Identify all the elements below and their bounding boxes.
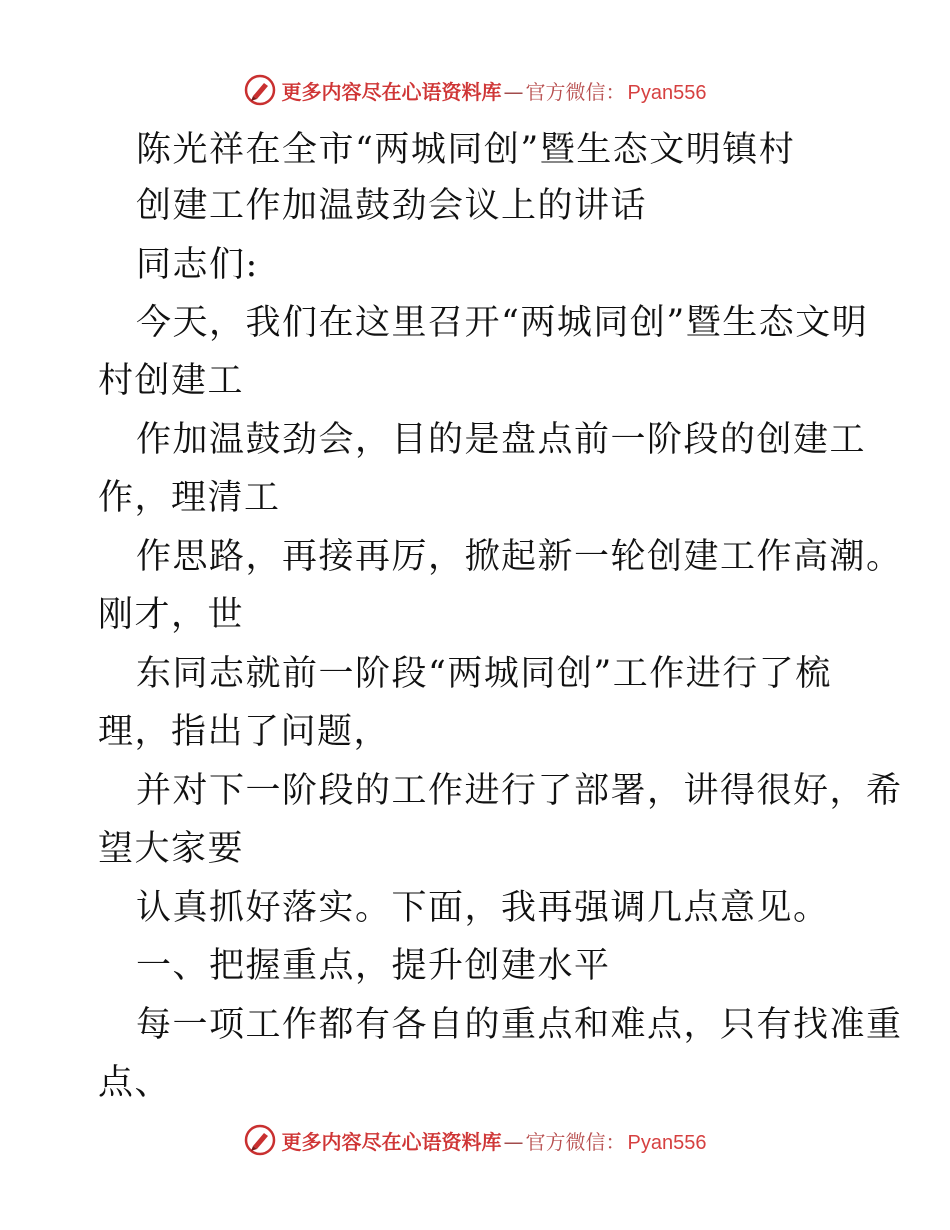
paragraph-line: 并对下一阶段的工作进行了部署，讲得很好，希: [136, 771, 903, 811]
banner-sub-text: 官方微信：: [525, 79, 626, 104]
footer-watermark-banner: [0, 1120, 950, 1160]
banner-wechat-id: Pyan556: [627, 81, 707, 104]
title-line-2: 创建工作加温鼓劲会议上的讲话: [136, 186, 648, 226]
header-watermark-banner: [0, 70, 950, 110]
title-line-1: 陈光祥在全市“两城同创”暨生态文明镇村: [136, 130, 796, 170]
banner-text: [282, 76, 707, 105]
paragraph-line: 每一项工作都有各自的重点和难点，只有找准重: [136, 1005, 903, 1045]
section-heading: 一、把握重点，提升创建水平: [136, 946, 611, 986]
banner-main-text: 更多内容尽在心语资料库: [281, 79, 502, 104]
banner-dash: —: [503, 1129, 524, 1154]
paragraph-line: 理，指出了问题，: [98, 712, 391, 752]
paragraph-line: 东同志就前一阶段“两城同创”工作进行了梳: [136, 654, 832, 694]
banner-wechat-id: Pyan556: [627, 1131, 707, 1154]
paragraph-line: 作思路，再接再厉，掀起新一轮创建工作高潮。: [136, 537, 903, 577]
paragraph-line: 望大家要: [98, 829, 245, 869]
banner-main-text: 更多内容尽在心语资料库: [281, 1129, 502, 1154]
paragraph-line: 今天，我们在这里召开“两城同创”暨生态文明: [136, 303, 869, 343]
paragraph-line: 刚才，世: [98, 595, 245, 635]
banner-text: [282, 1126, 707, 1155]
paragraph-line: 点、: [98, 1063, 172, 1103]
paragraph-line: 作加温鼓劲会，目的是盘点前一阶段的创建工: [136, 420, 867, 460]
banner-dash: —: [503, 79, 524, 104]
pen-logo-icon: [244, 74, 276, 106]
paragraph-line: 认真抓好落实。下面，我再强调几点意见。: [136, 888, 830, 928]
paragraph-line: 村创建工: [98, 361, 245, 401]
paragraph-line: 作，理清工: [98, 478, 281, 518]
pen-logo-icon: [244, 1124, 276, 1156]
salutation: 同志们:: [136, 245, 259, 285]
banner-sub-text: 官方微信：: [525, 1129, 626, 1154]
